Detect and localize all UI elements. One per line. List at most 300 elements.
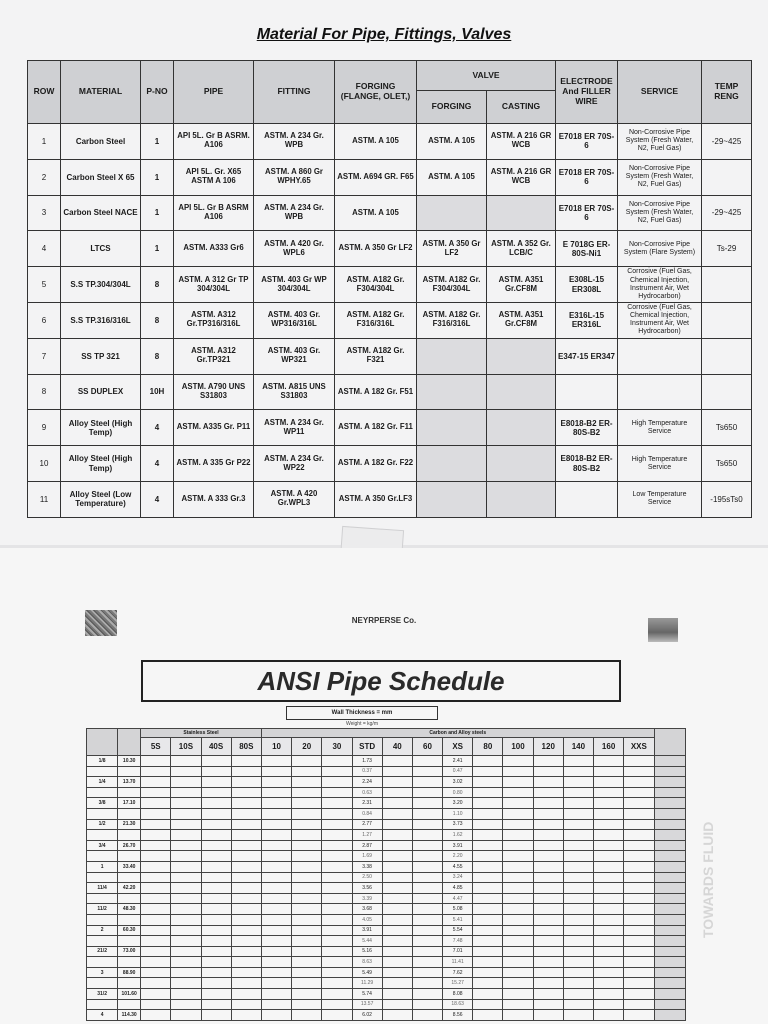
cell-xs: 0.80 [443,787,473,798]
cell-material: Alloy Steel (High Temp) [61,410,141,446]
schedule-row [87,798,686,809]
cell-value [533,766,563,777]
cell-value [412,999,442,1010]
cell-electrode: E8018-B2 ER-80S-B2 [556,446,618,482]
cell-value [292,967,322,978]
cell-value [382,914,412,925]
schedule-row [87,925,686,936]
cell-value [594,957,624,968]
cell-value [141,936,171,947]
cell-value [322,1010,352,1021]
cell-row: 7 [28,338,61,374]
cell-temp [702,374,752,410]
cell-value [503,914,533,925]
cell-xs: 7.62 [443,967,473,978]
cell-value [624,989,654,1000]
cell-value [473,893,503,904]
cell-valve-forging [417,446,487,482]
cell-size: 11/2 [87,904,118,915]
cell-value [171,777,201,788]
cell-value [654,819,686,830]
cell-value [473,766,503,777]
cell-value [594,766,624,777]
cell-value [322,989,352,1000]
cell-value [322,840,352,851]
schedule-row [87,861,686,872]
cell-value [261,766,291,777]
cell-value [624,957,654,968]
cell-value [171,808,201,819]
cell-od [118,766,141,777]
cell-material: Carbon Steel X 65 [61,159,141,195]
cell-value [231,893,261,904]
header-od [118,729,141,756]
cell-row: 2 [28,159,61,195]
cell-pno: 4 [141,481,174,517]
cell-value [382,766,412,777]
cell-value [171,861,201,872]
cell-value [412,904,442,915]
header-pipe: PIPE [174,61,254,124]
cell-size: 4 [87,1010,118,1021]
cell-value [171,756,201,767]
cell-valve-casting: ASTM. A 216 GR WCB [487,124,556,160]
cell-value [322,766,352,777]
material-row [28,374,752,410]
cell-value [563,830,593,841]
cell-value [503,904,533,915]
cell-value [141,851,171,862]
header-schedule-col: 120 [533,738,563,756]
cell-value [594,1010,624,1021]
cell-std: 2.50 [352,872,382,883]
schedule-row [87,1010,686,1021]
cell-value [141,989,171,1000]
cell-value [322,946,352,957]
cell-value [563,798,593,809]
cell-value [503,787,533,798]
cell-value [231,830,261,841]
cell-value [231,925,261,936]
cell-od: 13.70 [118,777,141,788]
cell-xs: 3.24 [443,872,473,883]
cell-temp: Ts650 [702,446,752,482]
cell-value [261,787,291,798]
header-valve: VALVE [417,61,556,91]
cell-temp [702,302,752,338]
cell-valve-casting [487,446,556,482]
cell-value [141,999,171,1010]
cell-value [412,936,442,947]
cell-value [412,967,442,978]
cell-value [171,936,201,947]
cell-od: 33.40 [118,861,141,872]
cell-electrode: E347-15 ER347 [556,338,618,374]
cell-value [322,893,352,904]
cell-od [118,999,141,1010]
cell-pno: 1 [141,231,174,267]
cell-value [322,830,352,841]
cell-value [261,777,291,788]
cell-valve-forging: ASTM. A 350 Gr LF2 [417,231,487,267]
cell-temp [702,338,752,374]
cell-std: 1.27 [352,830,382,841]
header-schedule-col: STD [352,738,382,756]
cell-value [654,1010,686,1021]
cell-temp: Ts650 [702,410,752,446]
cell-value [412,840,442,851]
cell-value [533,840,563,851]
cell-value [473,756,503,767]
cell-value [292,957,322,968]
cell-value [231,989,261,1000]
cell-value [141,819,171,830]
cell-value [563,777,593,788]
header-service: SERVICE [618,61,702,124]
cell-value [141,808,171,819]
cell-size: 1/8 [87,756,118,767]
cell-value [261,999,291,1010]
cell-value [654,999,686,1010]
cell-valve-forging [417,195,487,231]
cell-value [231,883,261,894]
cell-service: Low Temperature Service [618,481,702,517]
cell-fitting: ASTM. A 234 Gr. WP11 [254,410,335,446]
cell-value [533,861,563,872]
cell-value [503,830,533,841]
cell-value [141,904,171,915]
schedule-row [87,957,686,968]
cell-value [382,808,412,819]
header-valve-forging: FORGING [417,91,487,124]
cell-value [594,787,624,798]
cell-value [292,819,322,830]
cell-value [503,967,533,978]
cell-value [624,925,654,936]
cell-value [231,777,261,788]
cell-value [654,904,686,915]
cell-value [292,830,322,841]
cell-od [118,830,141,841]
cell-electrode: E308L-15 ER308L [556,267,618,303]
cell-size [87,914,118,925]
cell-value [201,851,231,862]
cell-value [412,957,442,968]
cell-value [322,904,352,915]
cell-electrode: E8018-B2 ER-80S-B2 [556,410,618,446]
cell-value [201,914,231,925]
cell-value [503,756,533,767]
cell-value [292,872,322,883]
cell-value [201,946,231,957]
cell-size [87,851,118,862]
cell-fitting: ASTM. A 420 Gr. WPL6 [254,231,335,267]
pipe-schedule-sheet [0,548,768,1024]
cell-xs: 4.47 [443,893,473,904]
cell-value [654,936,686,947]
cell-value [533,787,563,798]
schedule-row [87,999,686,1010]
header-schedule-col: 5S [141,738,171,756]
cell-od [118,872,141,883]
cell-od [118,936,141,947]
cell-size: 11/4 [87,883,118,894]
cell-forging: ASTM. A694 GR. F65 [335,159,417,195]
cell-size [87,936,118,947]
cell-value [533,967,563,978]
cell-fitting: ASTM. 403 Gr. WP321 [254,338,335,374]
cell-value [594,798,624,809]
header-schedule-col: 60 [412,738,442,756]
cell-value [412,883,442,894]
cell-od: 10.30 [118,756,141,767]
cell-value [231,851,261,862]
cell-value [624,766,654,777]
cell-value [412,798,442,809]
cell-value [654,883,686,894]
cell-od: 42.20 [118,883,141,894]
cell-value [473,830,503,841]
cell-size: 3/4 [87,840,118,851]
cell-value [231,861,261,872]
cell-xs: 3.91 [443,840,473,851]
cell-od: 73.00 [118,946,141,957]
cell-value [201,819,231,830]
cell-material: LTCS [61,231,141,267]
cell-size [87,830,118,841]
cell-value [171,851,201,862]
cell-value [624,893,654,904]
cell-value [171,946,201,957]
cell-value [201,893,231,904]
cell-value [654,777,686,788]
cell-value [292,999,322,1010]
cell-service: Corrosive (Fuel Gas, Chemical Injection, Instrument Air, Wet Hydrocarbon) [618,267,702,303]
cell-size: 3/8 [87,798,118,809]
cell-value [503,946,533,957]
cell-std: 3.68 [352,904,382,915]
cell-pipe: API 5L. Gr B ASRM A106 [174,195,254,231]
cell-std: 1.69 [352,851,382,862]
cell-std: 5.49 [352,967,382,978]
cell-forging: ASTM. A 350 Gr.LF3 [335,481,417,517]
cell-forging: ASTM. A182 Gr. F316/316L [335,302,417,338]
cell-value [594,946,624,957]
cell-fitting: ASTM. A 420 Gr.WPL3 [254,481,335,517]
cell-value [231,787,261,798]
cell-value [261,883,291,894]
cell-value [654,766,686,777]
cell-value [201,925,231,936]
cell-od: 60.30 [118,925,141,936]
cell-value [322,808,352,819]
cell-std: 2.87 [352,840,382,851]
cell-value [654,925,686,936]
cell-value [201,830,231,841]
cell-value [533,999,563,1010]
cell-value [171,798,201,809]
cell-service [618,338,702,374]
cell-value [292,840,322,851]
header-row: ROW [28,61,61,124]
cell-value [503,989,533,1000]
cell-value [473,861,503,872]
cell-pno: 8 [141,338,174,374]
cell-value [594,861,624,872]
cell-valve-casting [487,195,556,231]
cell-value [473,936,503,947]
cell-xs: 7.48 [443,936,473,947]
cell-value [624,946,654,957]
cell-std: 2.77 [352,819,382,830]
cell-value [654,840,686,851]
cell-value [594,756,624,767]
cell-std: 5.16 [352,946,382,957]
cell-material: S.S TP.304/304L [61,267,141,303]
cell-size [87,766,118,777]
cell-value [231,766,261,777]
cell-size [87,893,118,904]
cell-value [654,830,686,841]
cell-size [87,978,118,989]
cell-value [261,819,291,830]
cell-value [594,914,624,925]
cell-value [171,819,201,830]
cell-value [654,798,686,809]
cell-value [594,893,624,904]
schedule-row [87,936,686,947]
cell-value [594,904,624,915]
cell-value [412,978,442,989]
cell-value [563,904,593,915]
cell-value [231,999,261,1010]
cell-value [594,819,624,830]
cell-electrode [556,481,618,517]
header-temp: TEMP RENG [702,61,752,124]
cell-value [624,808,654,819]
cell-std: 6.02 [352,1010,382,1021]
cell-std: 0.37 [352,766,382,777]
material-row [28,159,752,195]
cell-value [563,946,593,957]
cell-fitting: ASTM. A 234 Gr. WPB [254,124,335,160]
cell-value [624,904,654,915]
cell-valve-forging [417,338,487,374]
cell-value [412,872,442,883]
cell-value [171,967,201,978]
cell-valve-forging: ASTM. A182 Gr. F316/316L [417,302,487,338]
cell-pno: 4 [141,446,174,482]
cell-value [624,1010,654,1021]
cell-pno: 1 [141,159,174,195]
cell-value [503,851,533,862]
material-table [27,60,752,518]
cell-value [141,872,171,883]
material-row [28,267,752,303]
cell-value [654,872,686,883]
cell-value [171,914,201,925]
cell-row: 6 [28,302,61,338]
cell-value [141,925,171,936]
cell-electrode [556,374,618,410]
cell-value [231,967,261,978]
cell-xs: 15.27 [443,978,473,989]
cell-temp [702,159,752,195]
cell-value [624,819,654,830]
cell-value [292,989,322,1000]
cell-value [171,840,201,851]
header-schedule-col: 80 [473,738,503,756]
cell-value [594,936,624,947]
cell-value [322,914,352,925]
cell-forging: ASTM. A 350 Gr LF2 [335,231,417,267]
cell-xs: 1.10 [443,808,473,819]
cell-od: 17.10 [118,798,141,809]
cell-value [292,1010,322,1021]
cell-size [87,808,118,819]
header-schedule-col: XS [443,738,473,756]
header-group-stainless: Stainless Steel [141,729,262,738]
material-row [28,302,752,338]
cell-xs: 0.47 [443,766,473,777]
material-row [28,481,752,517]
cell-value [201,978,231,989]
cell-value [201,967,231,978]
cell-value [473,978,503,989]
cell-value [563,787,593,798]
header-electrode: ELECTRODE And FILLER WIRE [556,61,618,124]
cell-value [563,999,593,1010]
cell-row: 11 [28,481,61,517]
cell-service: Non-Corrosive Pipe System (Fresh Water, N2, Fuel Gas) [618,159,702,195]
cell-std: 8.63 [352,957,382,968]
cell-value [141,957,171,968]
header-schedule-col: 80S [231,738,261,756]
cell-value [624,840,654,851]
cell-xs: 8.08 [443,989,473,1000]
cell-value [594,830,624,841]
cell-value [292,925,322,936]
schedule-row [87,914,686,925]
cell-value [503,798,533,809]
cell-value [594,808,624,819]
cell-value [322,872,352,883]
cell-value [171,830,201,841]
cell-row: 1 [28,124,61,160]
schedule-title-box [141,660,621,702]
cell-xs: 7.01 [443,946,473,957]
cell-value [624,914,654,925]
cell-value [231,798,261,809]
cell-pipe: ASTM. A312 Gr.TP321 [174,338,254,374]
cell-value [533,1010,563,1021]
cell-od [118,914,141,925]
cell-value [141,893,171,904]
cell-pipe: API 5L. Gr B ASRM. A106 [174,124,254,160]
cell-value [412,861,442,872]
cell-value [322,851,352,862]
cell-value [533,904,563,915]
cell-valve-forging [417,374,487,410]
cell-xs: 18.63 [443,999,473,1010]
cell-value [382,904,412,915]
cell-value [382,777,412,788]
weight-note: Weight = kg/m [345,721,378,727]
cell-value [141,766,171,777]
cell-value [533,872,563,883]
cell-value [261,989,291,1000]
cell-size: 1 [87,861,118,872]
